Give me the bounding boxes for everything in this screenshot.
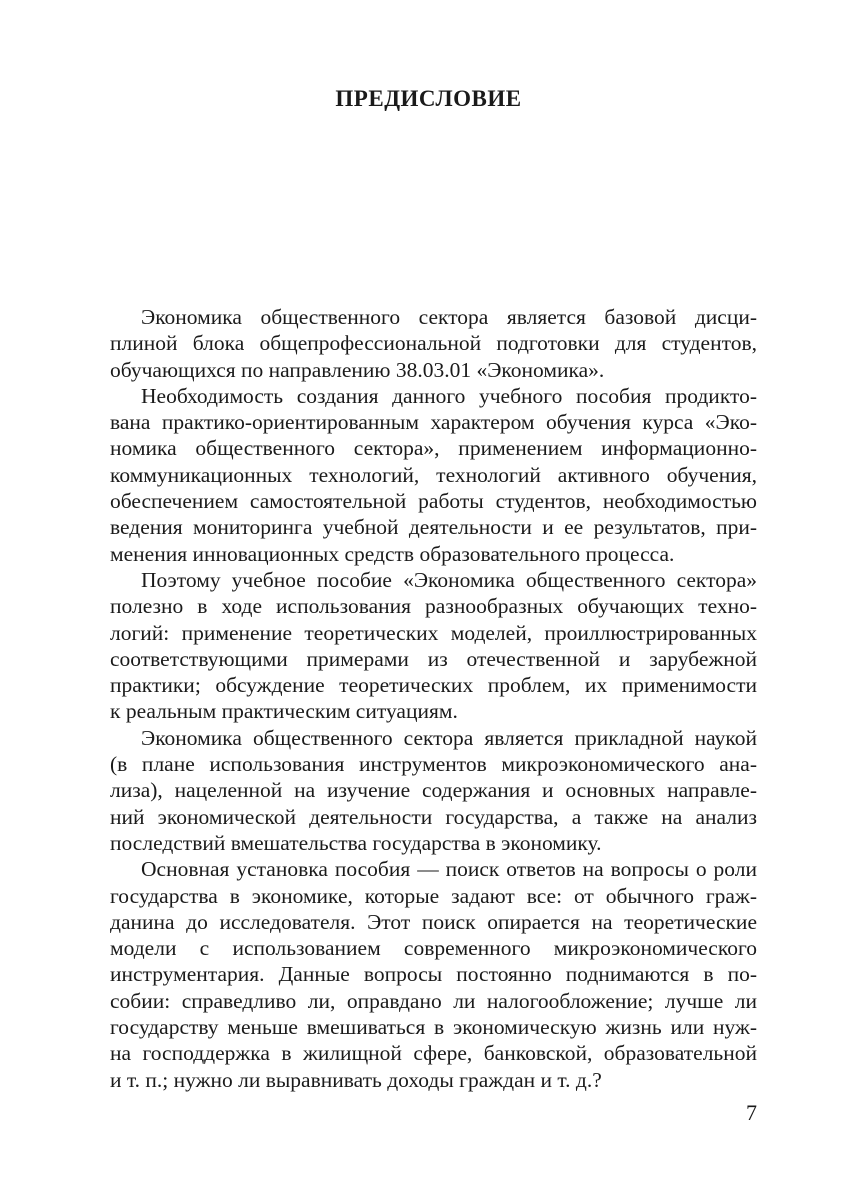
- text-line: и т. п.; нужно ли выравнивать доходы граждан и т. д.?: [110, 1067, 602, 1092]
- text-line: коммуникационных технологий, технологий активного обучения,: [110, 462, 757, 487]
- text-line: полезно в ходе использования разнообразных обучающих техно-: [110, 594, 757, 619]
- text-line: плиной блока общепрофессиональной подготовки для студентов,: [110, 331, 757, 356]
- paragraph-3: [110, 567, 757, 725]
- text-line: Основная установка пособия — поиск ответов на вопросы о роли: [141, 857, 757, 882]
- text-line: логий: применение теоретических моделей, проиллюстрированных: [110, 620, 757, 645]
- text-line: вана практико-ориентированным характером обучения курса «Эко-: [110, 410, 757, 435]
- text-line: Необходимость создания данного учебного пособия продикто-: [141, 383, 757, 408]
- text-line: (в плане использования инструментов микроэкономического ана-: [110, 752, 757, 777]
- text-line: номика общественного сектора», применением информационно-: [110, 436, 757, 461]
- text-line: государству меньше вмешиваться в экономическую жизнь или нуж-: [110, 1015, 757, 1040]
- paragraph-2: [110, 383, 757, 567]
- page-number: 7: [746, 1100, 757, 1125]
- paragraph-1: [110, 304, 757, 383]
- text-line: обучающихся по направлению 38.03.01 «Экономика».: [110, 357, 605, 382]
- text-line: обеспечением самостоятельной работы студентов, необходимостью: [110, 489, 757, 514]
- text-line: Поэтому учебное пособие «Экономика общественного сектора»: [141, 567, 757, 592]
- preface-body: [110, 304, 757, 1093]
- text-line: к реальным практическим ситуациям.: [110, 699, 458, 724]
- text-line: лиза), нацеленной на изучение содержания и основных направле-: [110, 778, 757, 803]
- text-line: модели с использованием современного микроэкономического: [110, 936, 757, 961]
- text-line: данина до исследователя. Этот поиск опирается на теоретические: [110, 909, 757, 934]
- text-line: государства в экономике, которые задают все: от обычного граж-: [110, 883, 757, 908]
- text-line: соответствующими примерами из отечественной и зарубежной: [110, 646, 757, 671]
- text-line: инструментария. Данные вопросы постоянно поднимаются в по-: [110, 962, 757, 987]
- text-line: менения инновационных средств образовательного процесса.: [110, 541, 675, 566]
- text-line: ведения мониторинга учебной деятельности и ее результатов, при-: [110, 515, 757, 540]
- page-title: ПРЕДИСЛОВИЕ: [335, 86, 522, 111]
- text-line: ний экономической деятельности государства, а также на анализ: [110, 804, 757, 829]
- text-line: практики; обсуждение теоретических проблем, их применимости: [110, 673, 757, 698]
- text-line: Экономика общественного сектора является прикладной наукой: [141, 725, 757, 750]
- text-line: последствий вмешательства государства в экономику.: [110, 830, 602, 855]
- text-line: собии: справедливо ли, оправдано ли налогообложение; лучше ли: [110, 988, 757, 1013]
- paragraph-5: [110, 856, 757, 1093]
- paragraph-4: [110, 725, 757, 856]
- text-line: на господдержка в жилищной сфере, банковской, образовательной: [110, 1041, 757, 1066]
- text-line: Экономика общественного сектора является базовой дисци-: [141, 305, 757, 329]
